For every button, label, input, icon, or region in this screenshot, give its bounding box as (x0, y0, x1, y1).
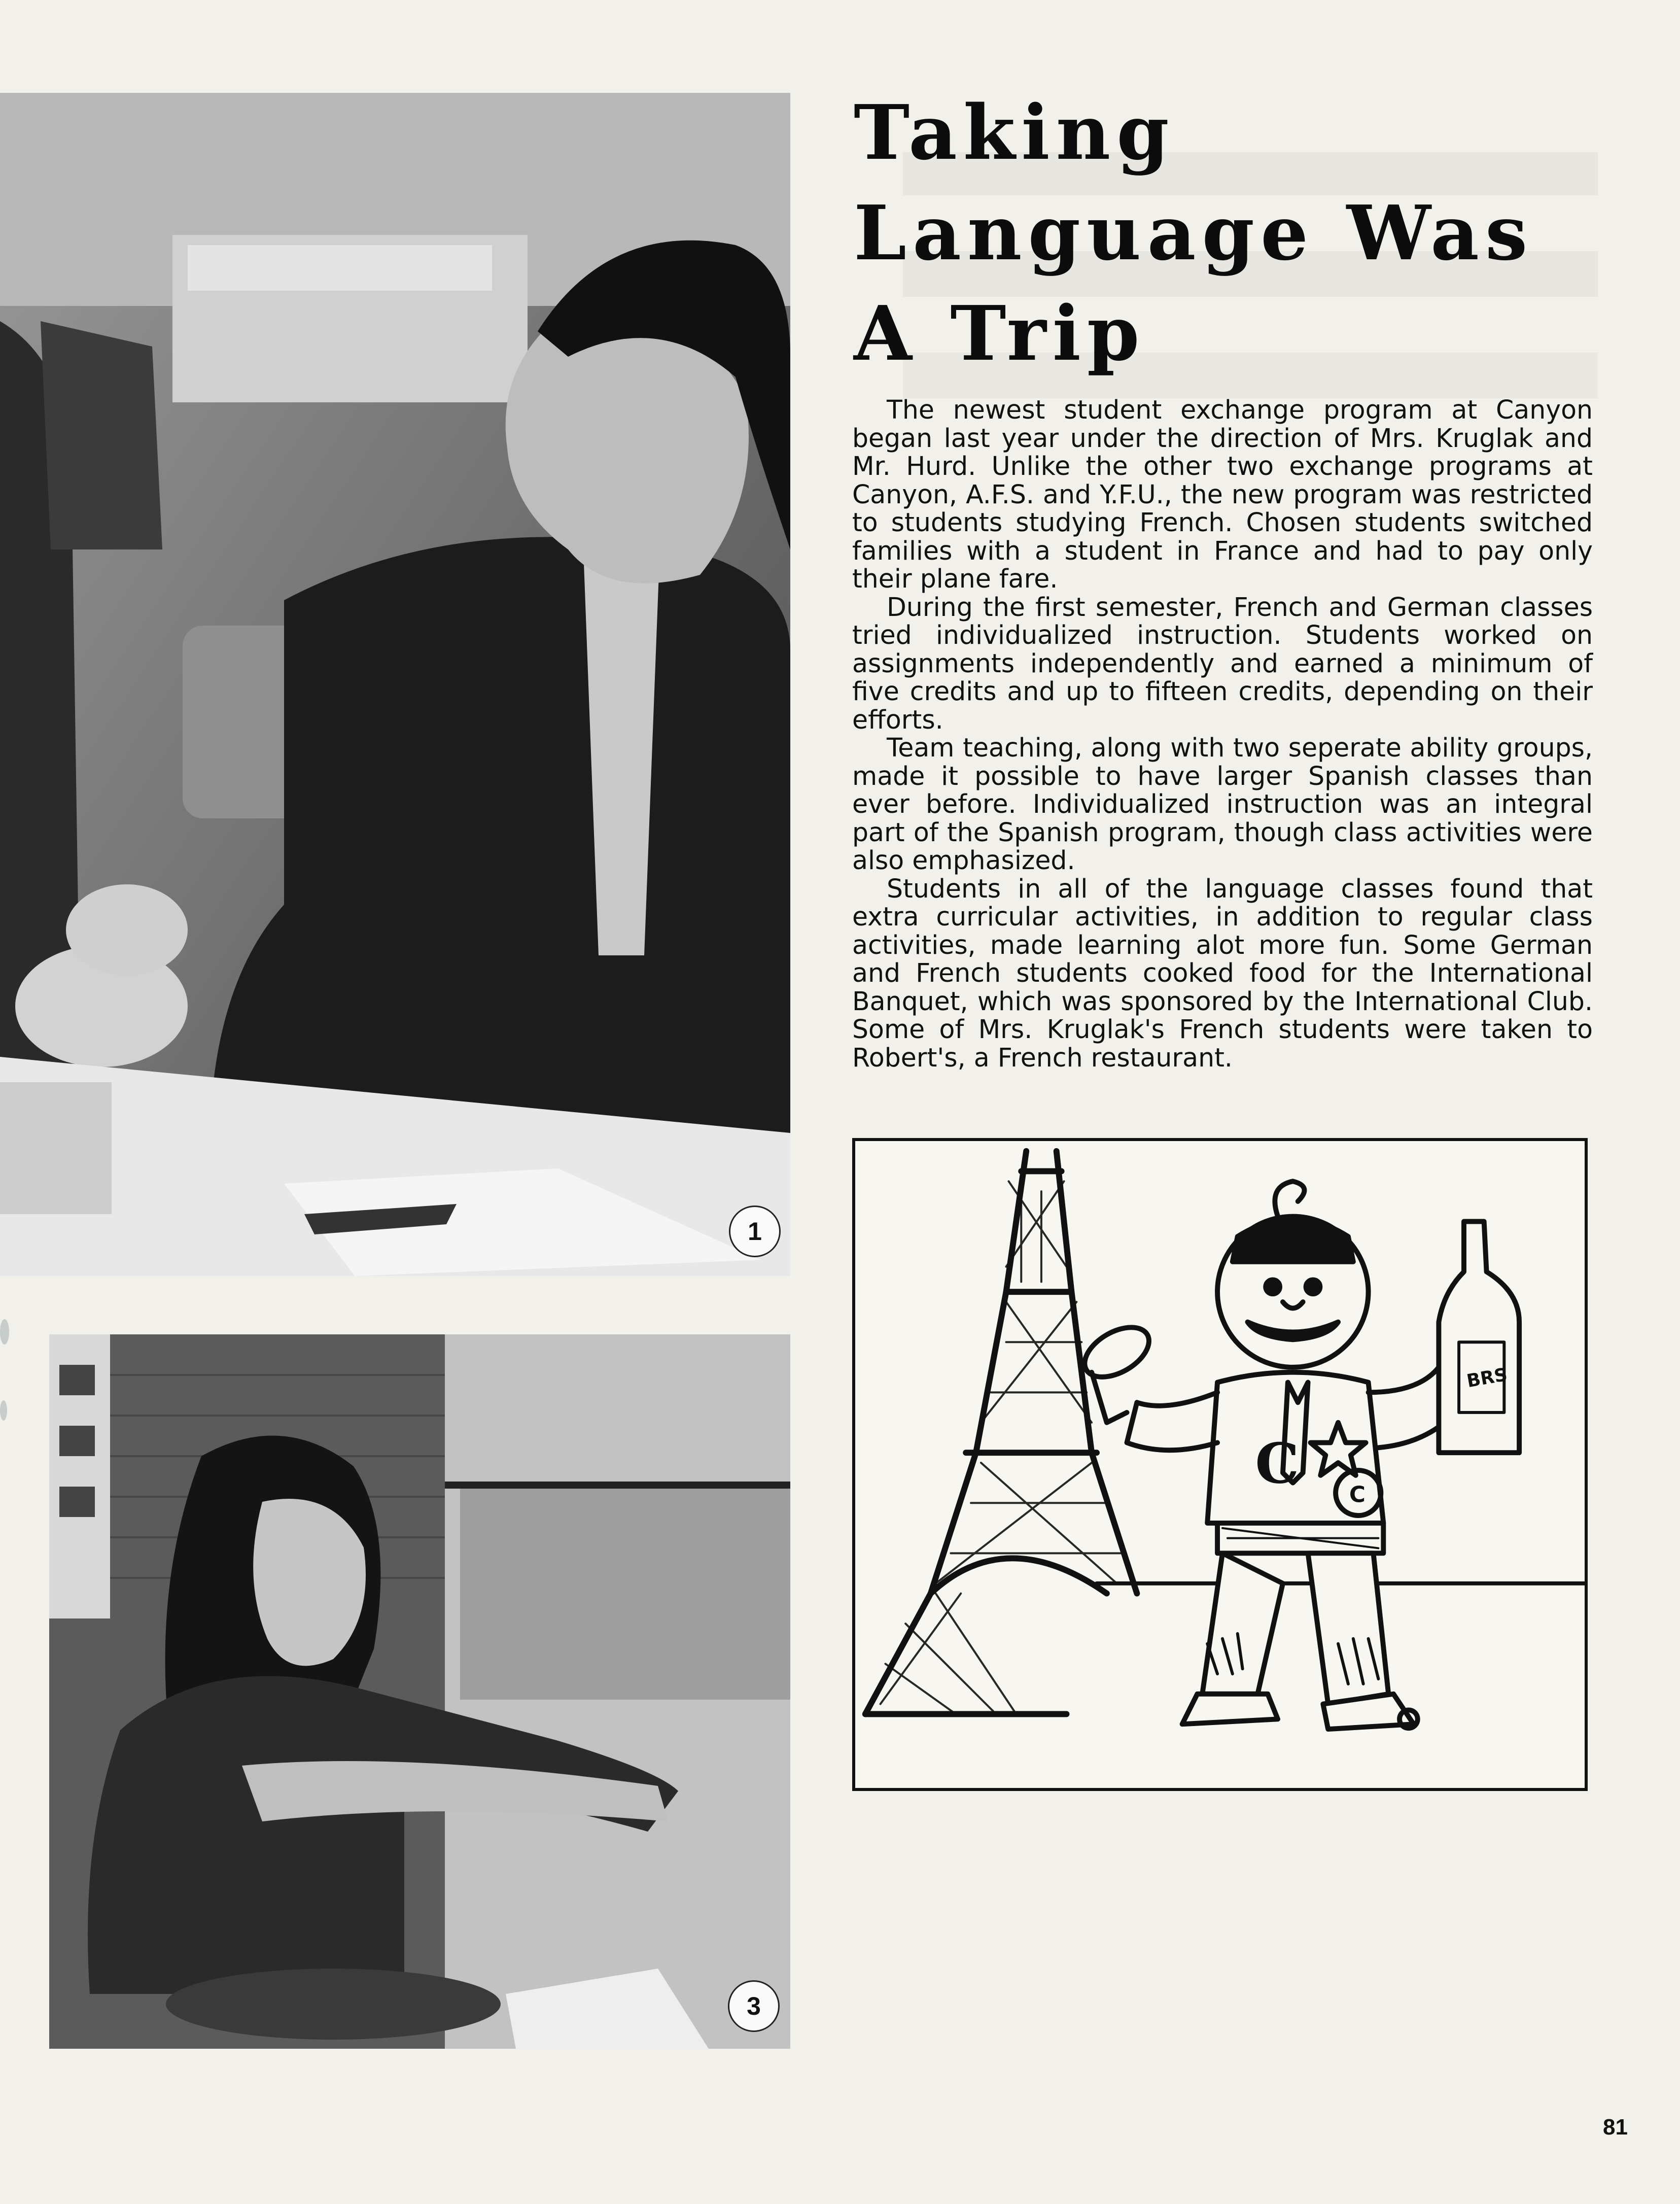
article-paragraph: The newest student exchange program at Canyon began last year under the direction of Mrs. Kruglak and Mr. Hurd. Unlike the other two exchange programs at Canyon, A.F.S. and Y.F.U., the new program was restricted to students studying French. Chosen students switched families with a student in France and had to pay only their plane fare. (852, 395, 1593, 594)
article-paragraph: During the first semester, French and German classes tried individualized instruction. Students worked on assignments independently and earned a minimum of five credits and up to fifteen credits, depending on their efforts. (852, 592, 1593, 735)
cartoon-eiffel-tower-cowboy (852, 1138, 1588, 1791)
headline (854, 82, 1615, 384)
article-paragraph: Students in all of the language classes found that extra curricular activities, in addition to regular class activities, made learning alot more fun. Some German and French students cooked food for the International Banquet, which was sponsored by the International Club. Some of Mrs. Kruglak's French students were taken to Robert's, a French restaurant. (852, 873, 1593, 1073)
page-number: 81 (1603, 2115, 1628, 2140)
cartoon-badge-letter: C (1349, 1482, 1366, 1508)
headline-line-2: Language Was (854, 189, 1534, 277)
headline-line-3: A Trip (854, 289, 1146, 377)
photo-number-badge-1: 1 (729, 1206, 781, 1257)
cartoon-bottle-label: BRS (1465, 1364, 1509, 1392)
edge-speck (0, 1400, 7, 1421)
edge-speck (0, 1319, 9, 1345)
headline-line-1: Taking (854, 88, 1175, 177)
cartoon-jersey-letter: C (1255, 1431, 1300, 1496)
article-paragraph: Team teaching, along with two seperate ability groups, made it possible to have larger Spanish classes than ever before. Individualized instruction was an integral part of the Spanish program, though class activities were also emphasized. (852, 733, 1593, 875)
photo-smiling-girl (49, 1334, 790, 2049)
photo-student-at-desk (0, 93, 790, 1276)
photo-number-badge-3: 3 (728, 1980, 780, 2032)
eiffel-tower-icon (865, 1151, 1137, 1714)
article-body (852, 396, 1593, 1072)
